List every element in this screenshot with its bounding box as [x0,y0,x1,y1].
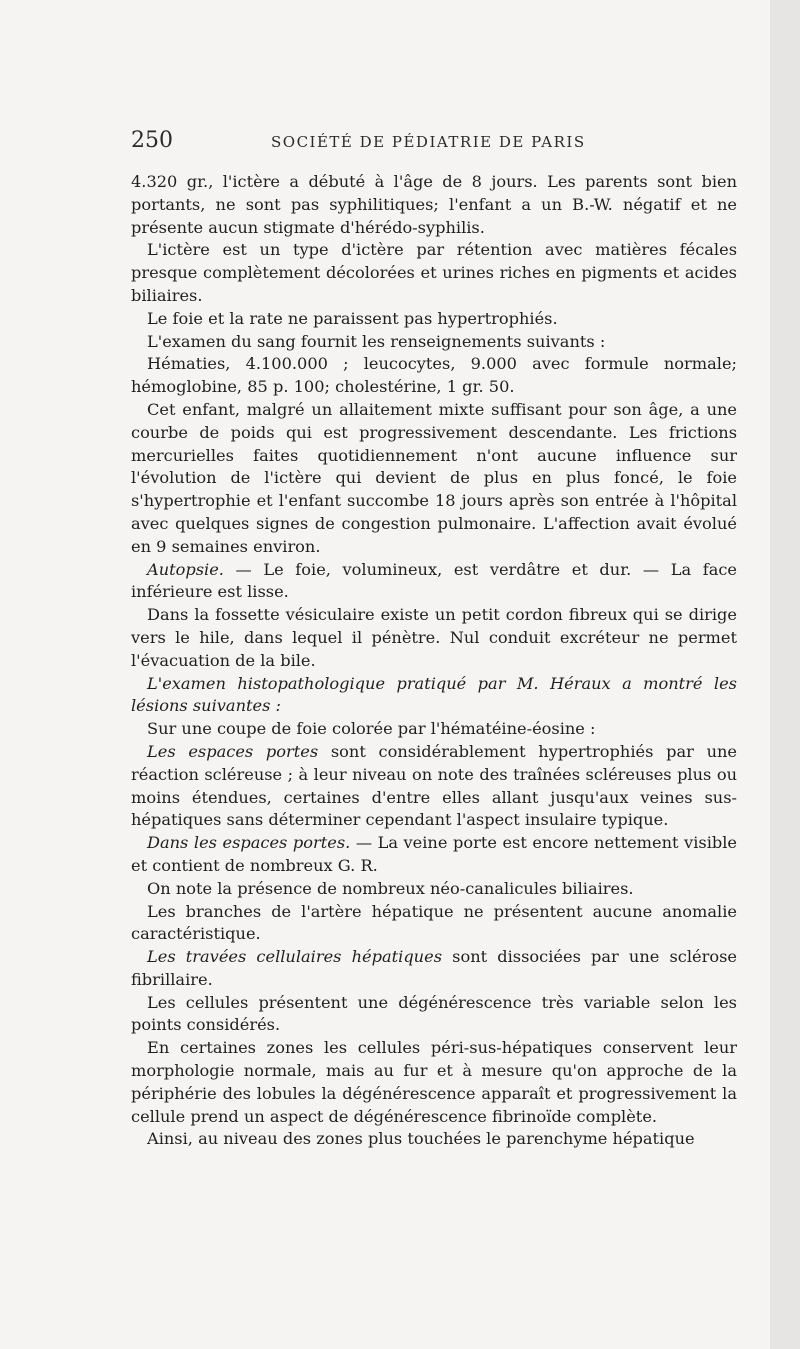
paragraph: Hématies, 4.100.000 ; leucocytes, 9.000 avec formule normale; hémoglobine, 85 p. 100; cholestérine, 1 gr. 50. [131,354,737,397]
paragraph [131,946,737,992]
paragraph: L'examen histopathologique pratiqué par M. Héraux a montré les lésions suivantes : [131,673,737,716]
page-number: 250 [131,128,173,153]
paragraph [131,741,737,832]
paragraph-rest: — Le foie, volumineux, est verdâtre et dur. — La face inférieure est lisse. [131,559,737,602]
italic-lead: Les travées cellulaires hépatiques [147,947,442,967]
paragraph: Les cellules présentent une dégénérescence très variable selon les points considérés. [131,992,737,1035]
body-text [131,171,737,1151]
paragraph: Dans la fossette vésiculaire existe un petit cordon fibreux qui se dirige vers le hile, dans lequel il pénètre. Nul conduit excréteur ne permet l'évacuation de la bile. [131,605,737,670]
page-header [131,128,737,162]
paragraph [131,832,737,878]
paragraph: Les branches de l'artère hépatique ne présentent aucune anomalie caractéristique. [131,901,737,944]
paragraph-rest: sont dissociées par une sclérose fibrillaire. [131,947,737,989]
scan-edge [770,0,800,1349]
paragraph: En certaines zones les cellules péri-sus-hépatiques conservent leur morphologie normale, mais au fur et à mesure qu'on approche de la périphérie des lobules la dégénérescence apparaît et progressivement la cellule prend un aspect de dégénérescence fibrinoïde complète. [131,1038,737,1126]
paragraph: Ainsi, au niveau des zones plus touchées le parenchyme hépatique [147,1129,695,1149]
italic-lead: Autopsie. [147,559,224,579]
paragraph: Cet enfant, malgré un allaitement mixte suffisant pour son âge, a une courbe de poids qui est progressivement descendante. Les frictions mercurielles faites quotidiennement n'ont aucune influence sur l'évolution de l'ictère qui devient de plus en plus foncé, le foie s'hypertrophie et l'enfant succombe 18 jours après son entrée à l'hôpital avec quelques signes de congestion pulmonaire. L'affection avait évolué en 9 semaines environ. [131,399,737,556]
paragraph: Sur une coupe de foie colorée par l'hématéine-éosine : [147,719,596,739]
paragraph: Le foie et la rate ne paraissent pas hypertrophiés. [147,308,558,328]
running-title: SOCIÉTÉ DE PÉDIATRIE DE PARIS [271,133,586,151]
italic-lead: Les espaces portes [147,741,319,761]
paragraph-rest: sont considérablement hypertrophiés par une réaction scléreuse ; à leur niveau on note des traînées scléreuses plus ou moins étendues, certaines d'entre elles allant jusqu'aux veines sus-hépatiques sans déterminer cependant l'aspect insulaire typique. [131,741,737,830]
paragraph: On note la présence de nombreux néo-canalicules biliaires. [147,878,634,898]
italic-lead: Dans les espaces portes. [147,833,351,853]
paragraph [131,559,737,605]
paragraph-rest: — La veine porte est encore nettement visible et contient de nombreux G. R. [131,833,737,875]
paragraph: 4.320 gr., l'ictère a débuté à l'âge de 8 jours. Les parents sont bien portants, ne sont pas syphilitiques; l'enfant a un B.-W. négatif et ne présente aucun stigmate d'hérédo-syphilis. [131,172,737,237]
paragraph: L'ictère est un type d'ictère par rétention avec matières fécales presque complètement décolorées et urines riches en pigments et acides biliaires. [131,240,737,305]
paragraph: L'examen du sang fournit les renseignements suivants : [147,331,606,351]
